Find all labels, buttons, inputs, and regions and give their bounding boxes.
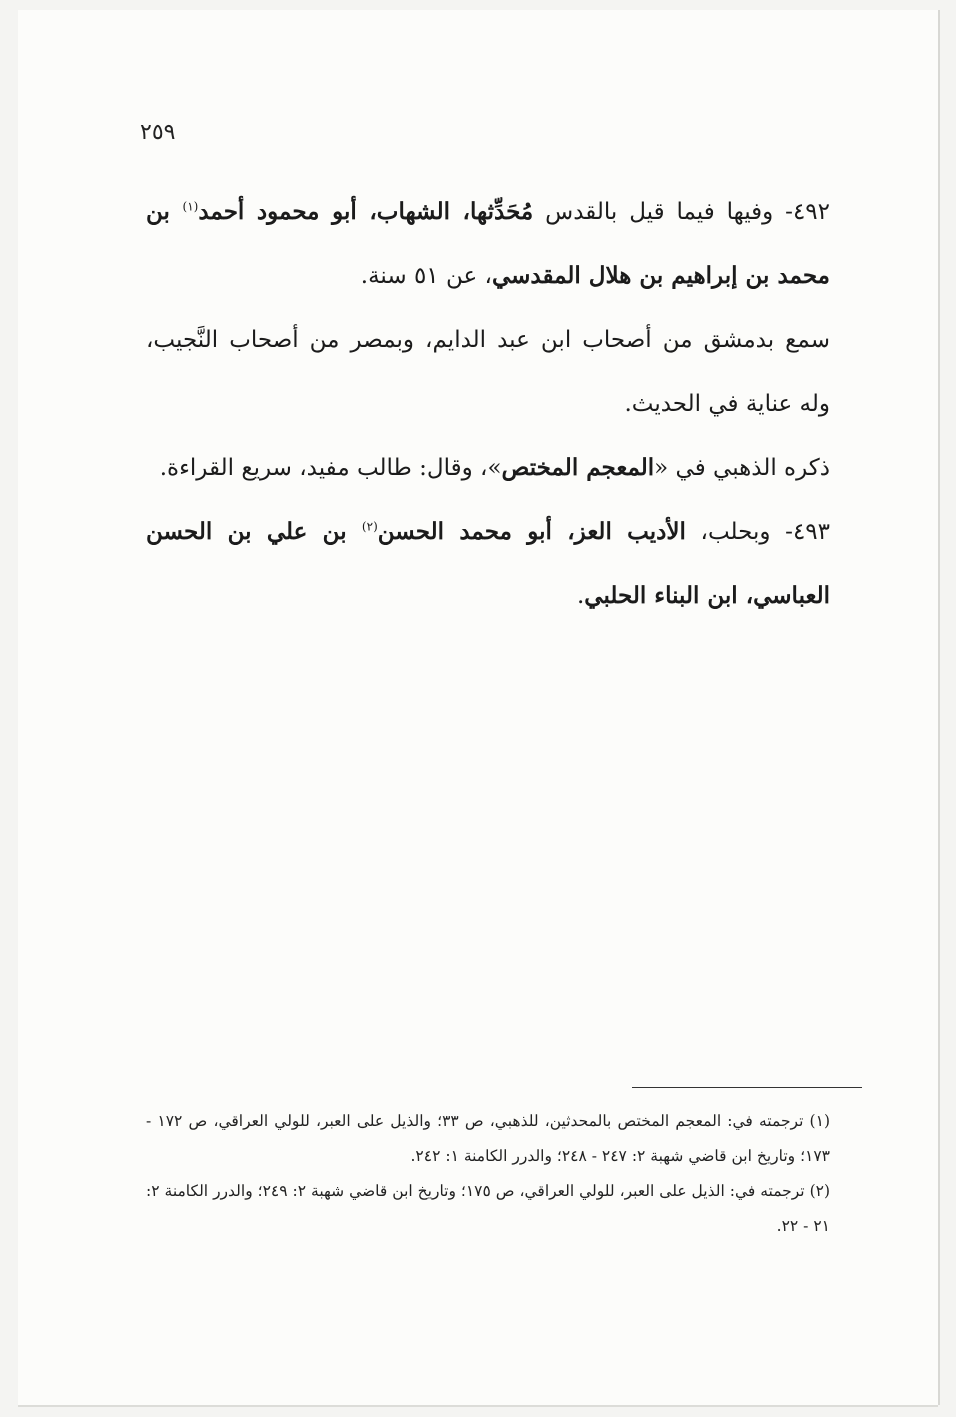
entry-492-lineage: بن محمد بن إبراهيم بن هلال المقدسي (146, 198, 830, 289)
entry-492-prefix: ٤٩٢- وفيها فيما قيل بالقدس (533, 199, 830, 225)
paragraph-1: سمع بدمشق من أصحاب ابن عبد الدايم، وبمصر من أصحاب النَّجيب، وله عناية في الحديث. (146, 327, 830, 417)
entry-492-suffix: ، عن ٥١ سنة. (360, 263, 492, 289)
footnote-divider (632, 1087, 862, 1088)
book-title: المعجم المختص (501, 454, 655, 481)
footnotes (146, 1104, 830, 1244)
entry-492-name: مُحَدِّثها، الشهاب، أبو محمود أحمد (198, 198, 534, 225)
paragraph-2 (146, 436, 830, 500)
entry-493 (146, 500, 830, 628)
entry-493-suffix: . (576, 583, 585, 609)
paragraph-2-post: »، وقال: طالب مفيد، سريع القراءة. (159, 455, 502, 481)
entry-493-lineage: بن علي بن الحسن العباسي، ابن البناء الحلبي (146, 518, 830, 609)
footnote-ref-1: (١) (182, 199, 199, 214)
entry-492 (146, 180, 830, 308)
entry-493-name: الأديب العز، أبو محمد الحسن (377, 518, 686, 545)
footnote-ref-2: (٢) (361, 519, 378, 534)
page-number: ٢٥٩ (140, 120, 176, 145)
main-text (146, 180, 830, 628)
paragraph-2-pre: ذكره الذهبي في « (654, 455, 830, 481)
entry-493-prefix: ٤٩٣- وبحلب، (685, 519, 830, 545)
footnote-1: (١) ترجمته في: المعجم المختص بالمحدثين، للذهبي، ص ٣٣؛ والذيل على العبر، للولي العراقي، ص ١٧٢ - ١٧٣؛ وتاريخ ابن قاضي شهبة ٢: ٢٤٧ - ٢٤٨؛ والدرر الكامنة ١: ٢٤٢. (146, 1112, 830, 1165)
footnote-2: (٢) ترجمته في: الذيل على العبر، للولي العراقي، ص ١٧٥؛ وتاريخ ابن قاضي شهبة ٢: ٢٤٩؛ والدرر الكامنة ٢: ٢١ - ٢٢. (146, 1182, 831, 1235)
book-page (18, 10, 938, 1405)
